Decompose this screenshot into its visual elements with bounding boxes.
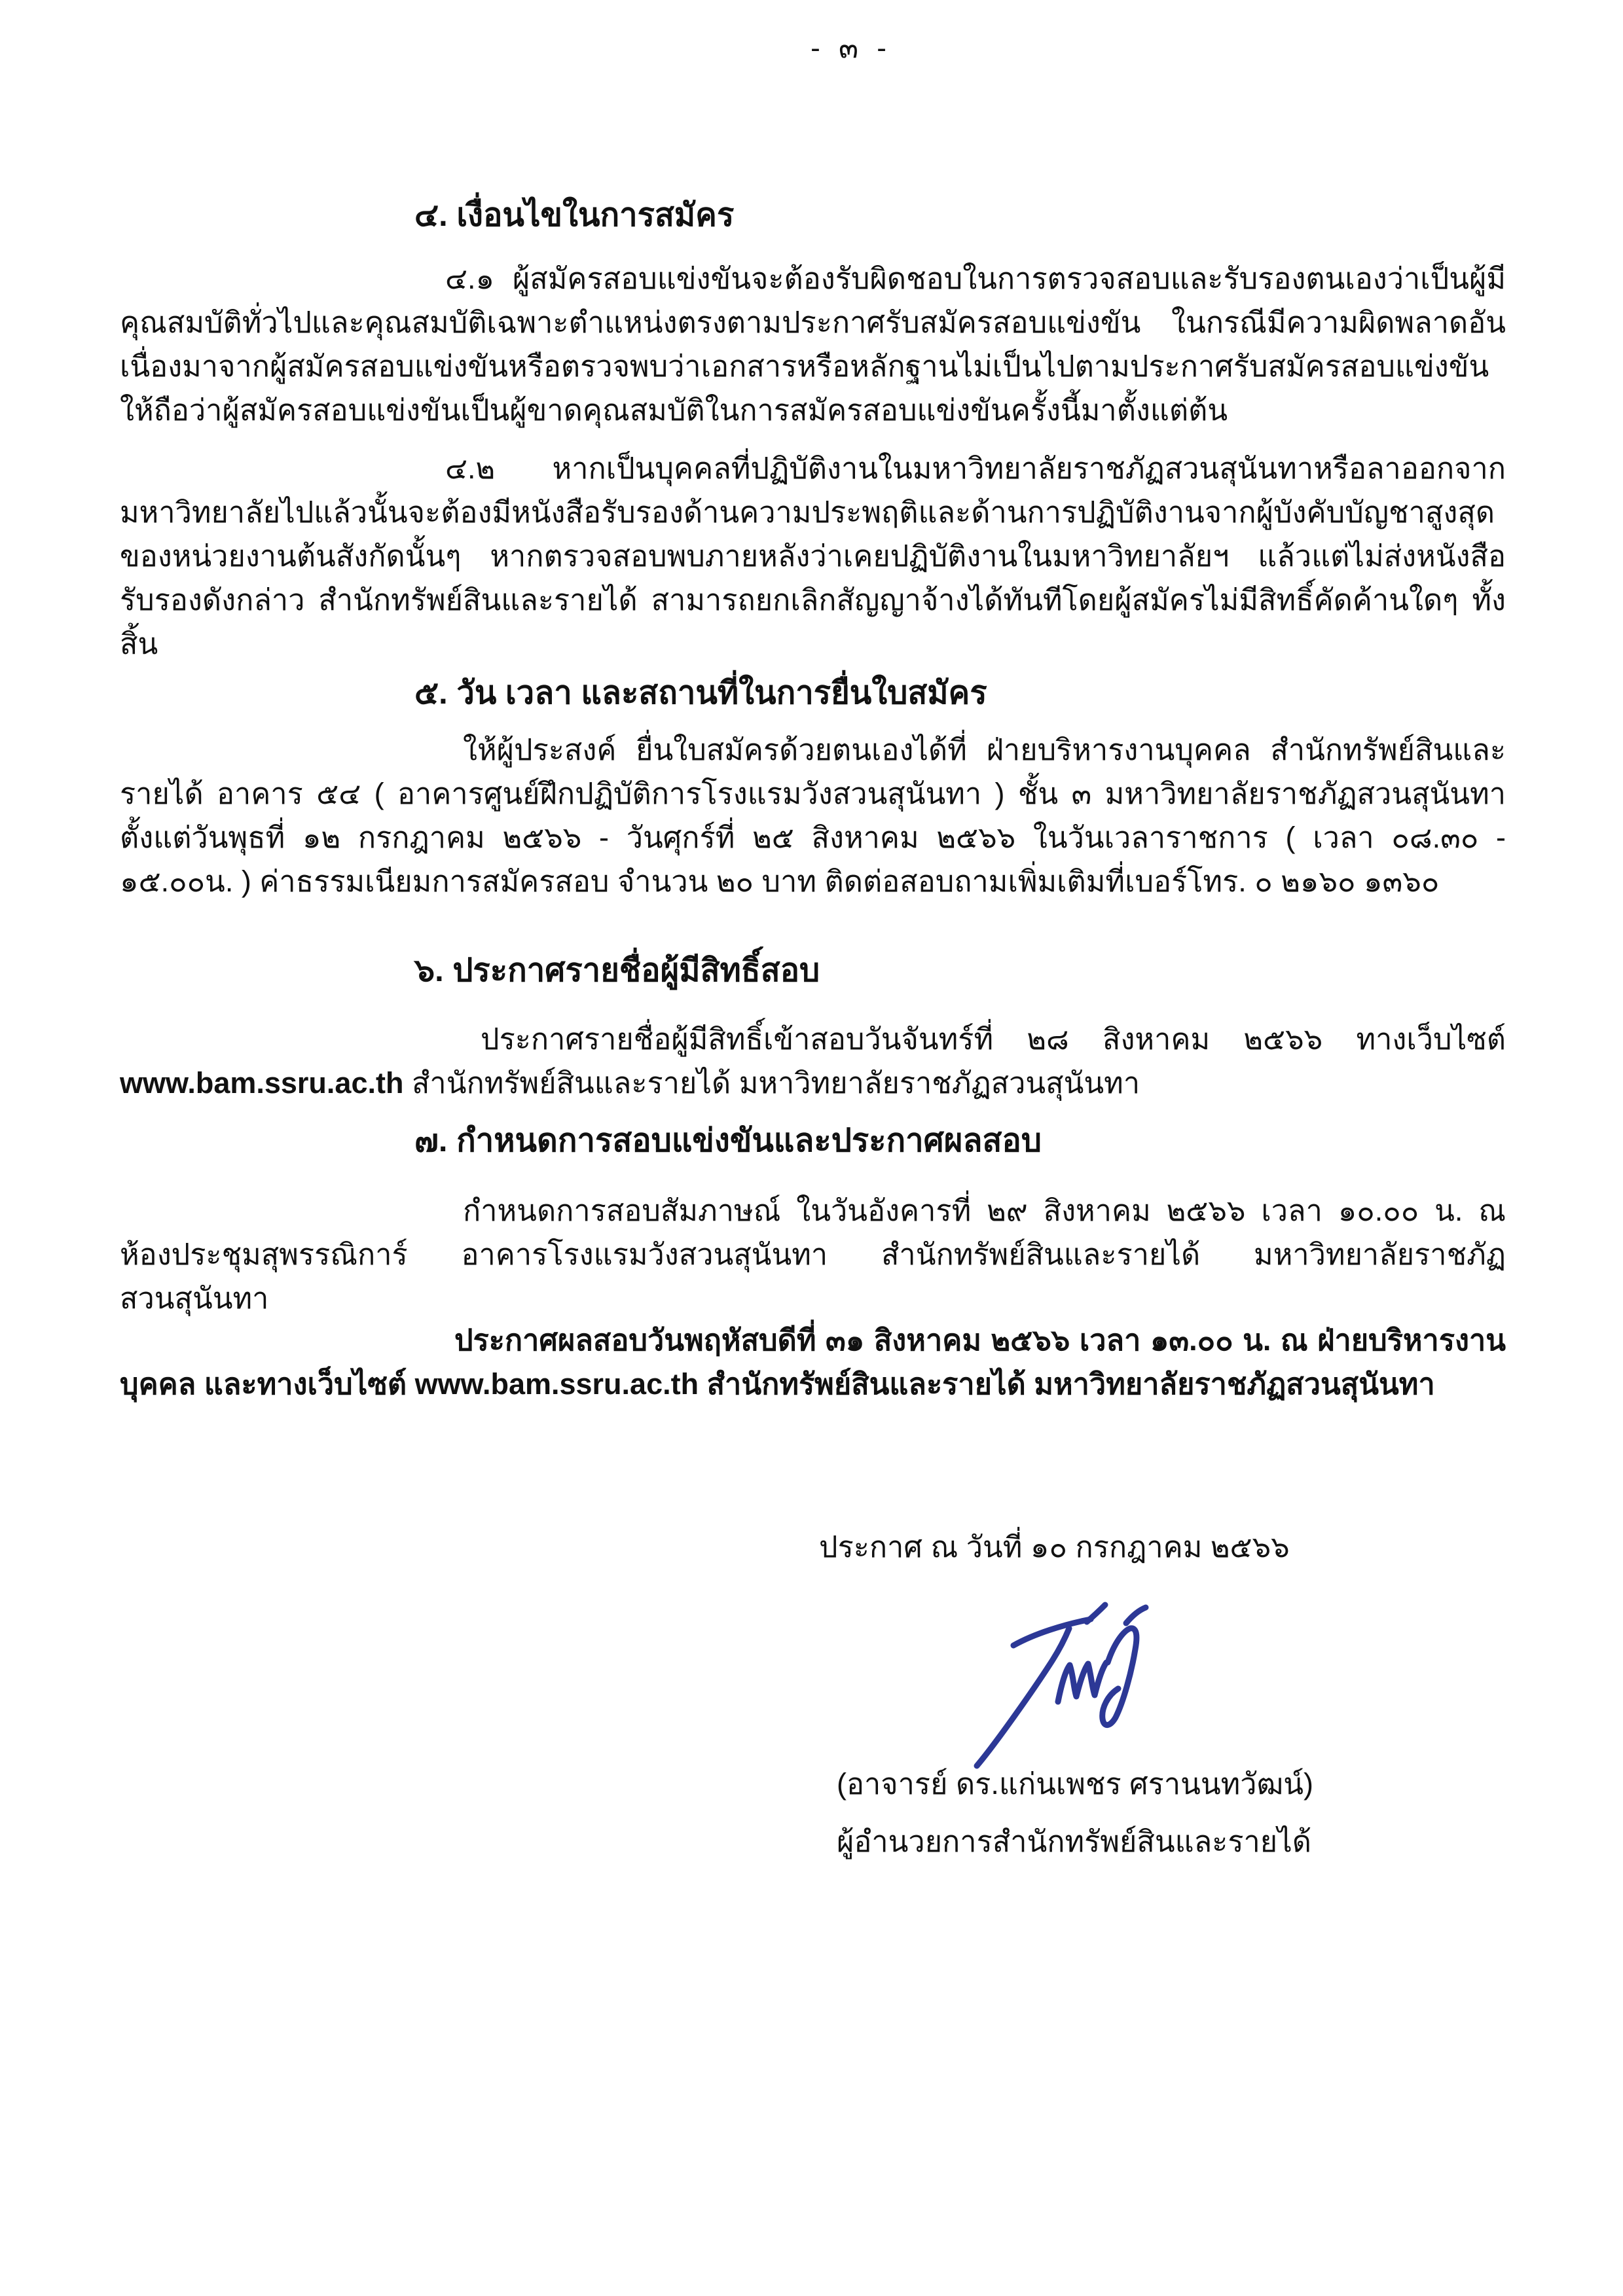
section-6-text-before-url: ประกาศรายชื่อผู้มีสิทธิ์เข้าสอบวันจันทร์ที่ ๒๘ สิงหาคม ๒๕๖๖ ทางเว็บไซต์ [481,1022,1506,1056]
signatory-name: (อาจารย์ ดร.แก่นเพชร ศรานนทวัฒน์) [837,1767,1313,1801]
result-text-after-url: สำนักทรัพย์สินและรายได้ มหาวิทยาลัยราชภัฏสวนสุนันทา [699,1367,1435,1401]
issued-date-line: ประกาศ ณ วันที่ ๑๐ กรกฎาคม ๒๕๖๖ [819,1530,1290,1564]
signature-area [936,1597,1185,1774]
result-announcement-paragraph [120,1318,1506,1406]
section-4-paragraph-2: ๔.๒ หากเป็นบุคคลที่ปฏิบัติงานในมหาวิทยาลัยราชภัฏสวนสุนันทาหรือลาออกจากมหาวิทยาลัยไปแล้วนั้นจะต้องมีหนังสือรับรองด้านความประพฤติและด้านการปฏิบัติงานจากผู้บังคับบัญชาสูงสุดของหน่วยงานต้นสังกัดนั้นๆ หากตรวจสอบพบภายหลังว่าเคยปฏิบัติงานในมหาวิทยาลัยฯ แล้วแต่ไม่ส่งหนังสือรับรองดังกล่าว สำนักทรัพย์สินและรายได้ สามารถยกเลิกสัญญาจ้างได้ทันทีโดยผู้สมัครไม่มีสิทธิ์คัดค้านใดๆ ทั้งสิ้น [120,452,1506,660]
result-text-before-url: ประกาศผลสอบวันพฤหัสบดีที่ ๓๑ สิงหาคม ๒๕๖๖ เวลา ๑๓.๐๐ น. ณ ฝ่ายบริหารงานบุคคล และทางเว็บไซต์ [120,1323,1506,1401]
section-4-paragraph-1: ๔.๑ ผู้สมัครสอบแข่งขันจะต้องรับผิดชอบในการตรวจสอบและรับรองตนเองว่าเป็นผู้มีคุณสมบัติทั่วไปและคุณสมบัติเฉพาะตำแหน่งตรงตามประกาศรับสมัครสอบแข่งขัน ในกรณีมีความผิดพลาดอันเนื่องมาจากผู้สมัครสอบแข่งขันหรือตรวจพบว่าเอกสารหรือหลักฐานไม่เป็นไปตามประกาศรับสมัครสอบแข่งขันให้ถือว่าผู้สมัครสอบแข่งขันเป็นผู้ขาดคุณสมบัติในการสมัครสอบแข่งขันครั้งนี้มาตั้งแต่ต้น [120,262,1506,427]
website-url-2: www.bam.ssru.ac.th [414,1367,699,1401]
section-7-paragraph: กำหนดการสอบสัมภาษณ์ ในวันอังคารที่ ๒๙ สิงหาคม ๒๕๖๖ เวลา ๑๐.๐๐ น. ณ ห้องประชุมสุพรรณิการ์ อาคารโรงแรมวังสวนสุนันทา สำนักทรัพย์สินและรายได้ มหาวิทยาลัยราชภัฏสวนสุนันทา [120,1194,1506,1315]
section-6-text-after-url: สำนักทรัพย์สินและรายได้ มหาวิทยาลัยราชภัฏสวนสุนันทา [403,1066,1140,1100]
section-5-paragraph: ให้ผู้ประสงค์ ยื่นใบสมัครด้วยตนเองได้ที่ ฝ่ายบริหารงานบุคคล สำนักทรัพย์สินและรายได้ อาคาร ๕๔ ( อาคารศูนย์ฝึกปฏิบัติการโรงแรมวังสวนสุนันทา ) ชั้น ๓ มหาวิทยาลัยราชภัฏสวนสุนันทา ตั้งแต่วันพุธที่ ๑๒ กรกฎาคม ๒๕๖๖ - วันศุกร์ที่ ๒๕ สิงหาคม ๒๕๖๖ ในวันเวลาราชการ ( เวลา ๐๘.๓๐ - ๑๕.๐๐น. ) ค่าธรรมเนียมการสมัครสอบ จำนวน ๒๐ บาท ติดต่อสอบถามเพิ่มเติมที่เบอร์โทร. ๐ ๒๑๖๐ ๑๓๖๐ [120,733,1506,898]
page-number: - ๓ - [811,32,892,64]
section-6-paragraph [120,1017,1506,1105]
section-5-heading: ๕. วัน เวลา และสถานที่ในการยื่นใบสมัคร [414,675,987,711]
signatory-title: ผู้อำนวยการสำนักทรัพย์สินและรายได้ [837,1825,1311,1858]
website-url: www.bam.ssru.ac.th [120,1066,404,1100]
signature-ink-icon [936,1597,1185,1774]
section-6-heading: ๖. ประกาศรายชื่อผู้มีสิทธิ์สอบ [414,953,820,988]
section-4-heading: ๔. เงื่อนไขในการสมัคร [414,198,735,233]
section-7-heading: ๗. กำหนดการสอบแข่งขันและประกาศผลสอบ [414,1123,1042,1158]
